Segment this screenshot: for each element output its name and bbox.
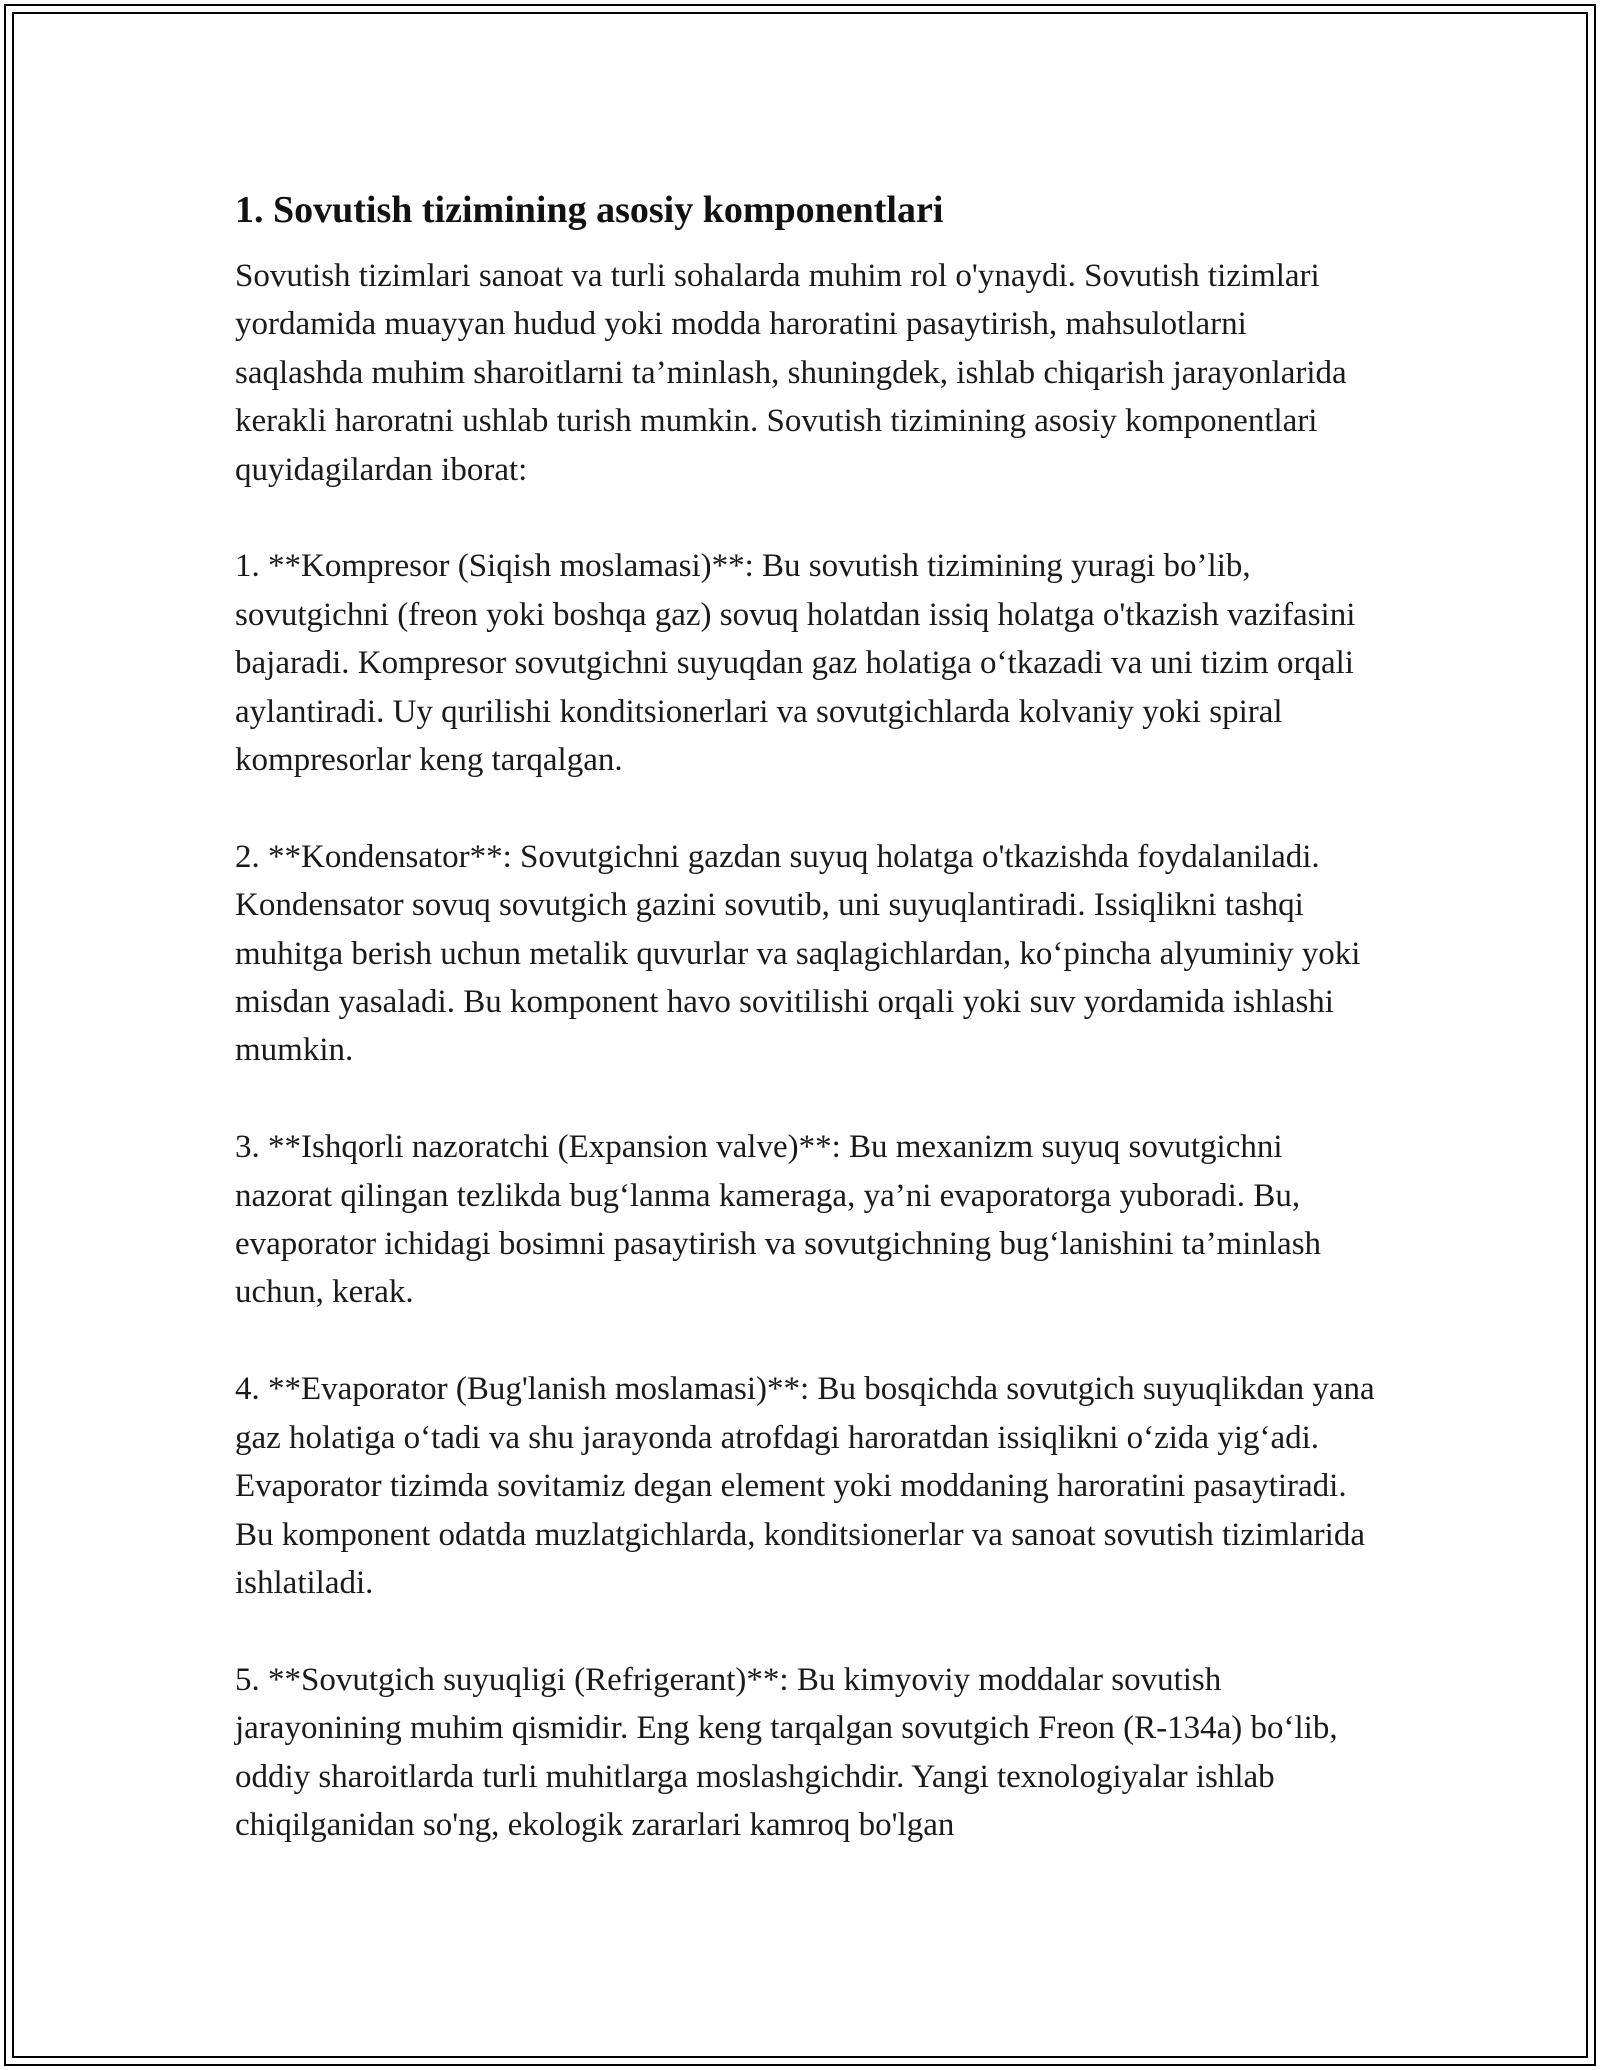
condenser-paragraph: 2. **Kondensator**: Sovutgichni gazdan suyuq holatga o'tkazishda foydalaniladi. Kondensator sovuq sovutgich gazini sovutib, uni suyuqlantiradi. Issiqlikni tashqi muhitga berish uchun metalik quvurlar va saqlagichlardan, ko‘pincha alyuminiy yoki misdan yasaladi. Bu komponent havo sovitilishi orqali yoki suv yordamida ishlashi mumkin. bbox=[235, 838, 1361, 1069]
expansion-valve-paragraph: 3. **Ishqorli nazoratchi (Expansion valve)**: Bu mexanizm suyuq sovutgichni nazorat qilingan tezlikda bug‘lanma kameraga, ya’ni evaporatorga yuboradi. Bu, evaporator ichidagi bosimni pasaytirish va sovutgichning bug‘lanishini ta’minlash uchun, kerak. bbox=[235, 1129, 1322, 1311]
document-body bbox=[235, 186, 1375, 1849]
evaporator-paragraph: 4. **Evaporator (Bug'lanish moslamasi)**: Bu bosqichda sovutgich suyuqlikdan yana gaz holatiga o‘tadi va shu jarayonda atrofdagi haroratdan issiqlikni o‘zida yig‘adi. Evaporator tizimda sovitamiz degan element yoki moddaning haroratini pasaytiradi. Bu komponent odatda muzlatgichlarda, konditsionerlar va sanoat sovutish tizimlarida ishlatiladi. bbox=[235, 1371, 1375, 1601]
section-heading: 1. Sovutish tizimining asosiy komponentlari bbox=[235, 189, 944, 231]
refrigerant-paragraph: 5. **Sovutgich suyuqligi (Refrigerant)**: Bu kimyoviy moddalar sovutish jarayonining muhim qismidir. Eng keng tarqalgan sovutgich Freon (R-134a) bo‘lib, oddiy sharoitlarda turli muhitlarga moslashgichdir. Yangi texnologiyalar ishlab chiqilganidan so'ng, ekologik zararlari kamroq bo'lgan bbox=[235, 1661, 1338, 1843]
intro-paragraph: Sovutish tizimlari sanoat va turli sohalarda muhim rol o'ynaydi. Sovutish tizimlari yordamida muayyan hudud yoki modda haroratini pasaytirish, mahsulotlarni saqlashda muhim sharoitlarni ta’minlash, shuningdek, ishlab chiqarish jarayonlarida kerakli haroratni ushlab turish mumkin. Sovutish tizimining asosiy komponentlari quyidagilardan iborat: bbox=[235, 258, 1347, 488]
compressor-paragraph: 1. **Kompresor (Siqish moslamasi)**: Bu sovutish tizimining yuragi bo’lib, sovutgichni (freon yoki boshqa gaz) sovuq holatdan issiq holatga o'tkazish vazifasini bajaradi. Kompresor sovutgichni suyuqdan gaz holatiga o‘tkazadi va uni tizim orqali aylantiradi. Uy qurilishi konditsionerlari va sovutgichlarda kolvaniy yoki spiral kompresorlar keng tarqalgan. bbox=[235, 548, 1356, 779]
